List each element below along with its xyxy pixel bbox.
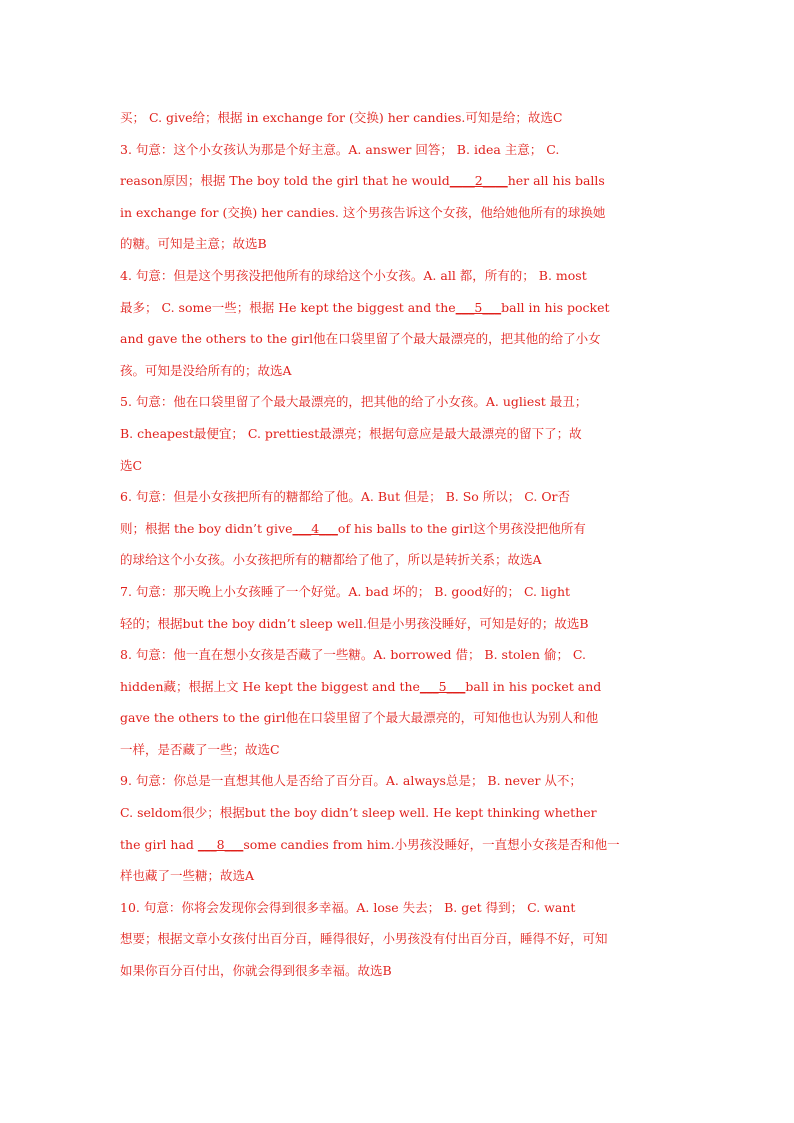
text-segment: 6. 句意：但是小女孩把所有的糖都给了他。A. But 但是； B. So 所以； C. Or否: [120, 489, 571, 505]
text-line: [120, 165, 680, 197]
text-line: [120, 323, 680, 355]
text-segment: 如果你百分百付出，你就会得到很多幸福。故选B: [120, 963, 392, 979]
text-line: [120, 197, 680, 229]
text-line: [120, 228, 680, 260]
text-segment: ball in his pocket and: [465, 678, 602, 694]
text-segment: 孩。可知是没给所有的；故选A: [120, 362, 292, 378]
text-segment: 9. 句意：你总是一直想其他人是否给了百分百。A. always总是； B. never 从不；: [120, 773, 582, 789]
text-segment: 想要；根据文章小女孩付出百分百，睡得很好，小男孩没有付出百分百，睡得不好，可知: [120, 931, 608, 947]
text-line: [120, 292, 680, 324]
text-segment: 轻的；根据but the boy didn’t sleep well.但是小男孩没睡好，可知是好的；故选B: [120, 615, 589, 631]
text-segment: reason原因；根据 The boy told the girl that he would: [120, 173, 450, 189]
text-segment: her all his balls: [507, 173, 605, 189]
text-segment: and gave the others to the girl他在口袋里留了个最大最漂亮的，把其他的给了小女: [120, 331, 601, 347]
text-line: [120, 639, 680, 671]
text-segment: 的球给这个小女孩。小女孩把所有的糖都给了他了，所以是转折关系；故选A: [120, 552, 542, 568]
text-segment: 买； C. give给；根据 in exchange for (交换) her candies.可知是给；故选C: [120, 110, 563, 125]
text-line: [120, 102, 680, 134]
blank-underline: ___4___: [292, 520, 338, 536]
text-line: [120, 955, 680, 987]
text-segment: ball in his pocket: [501, 299, 610, 315]
text-segment: 10. 句意：你将会发现你会得到很多幸福。A. lose 失去； B. get 得到； C. want: [120, 899, 576, 915]
text-segment: 的糖。可知是主意；故选B: [120, 236, 267, 252]
text-line: [120, 386, 680, 418]
text-line: [120, 134, 680, 166]
blank-underline: ___8___: [197, 836, 244, 852]
text-line: [120, 544, 680, 576]
blank-underline: ___5___: [419, 678, 466, 694]
text-segment: 则；根据 the boy didn’t give: [120, 520, 293, 536]
text-segment: 一样，是否藏了一些；故选C: [120, 741, 280, 757]
text-segment: hidden藏；根据上文 He kept the biggest and the: [120, 678, 420, 694]
text-line: [120, 481, 680, 513]
text-line: [120, 797, 680, 829]
text-line: [120, 734, 680, 766]
text-line: [120, 513, 680, 545]
text-segment: gave the others to the girl他在口袋里留了个最大最漂亮的，可知他也认为别人和他: [120, 710, 599, 726]
text-segment: of his balls to the girl这个男孩没把他所有: [337, 520, 586, 536]
text-segment: the girl had: [120, 836, 198, 852]
text-line: [120, 355, 680, 387]
answer-explanations: [120, 102, 680, 987]
text-line: [120, 860, 680, 892]
text-line: [120, 702, 680, 734]
text-line: [120, 576, 680, 608]
text-line: [120, 923, 680, 955]
blank-underline: ___5___: [455, 299, 502, 315]
text-segment: 3. 句意：这个小女孩认为那是个好主意。A. answer 回答； B. idea 主意； C.: [120, 141, 560, 157]
text-segment: 7. 句意：那天晚上小女孩睡了一个好觉。A. bad 坏的； B. good好的； C. light: [120, 583, 571, 599]
text-line: [120, 829, 680, 861]
text-segment: 5. 句意：他在口袋里留了个最大最漂亮的，把其他的给了小女孩。A. ugliest 最丑；: [120, 394, 588, 410]
text-segment: 最多； C. some一些；根据 He kept the biggest and the: [120, 299, 456, 315]
text-segment: some candies from him.小男孩没睡好，一直想小女孩是否和他一: [243, 836, 620, 852]
text-segment: B. cheapest最便宜； C. prettiest最漂亮；根据句意应是最大最漂亮的留下了；故: [120, 425, 582, 441]
text-line: [120, 765, 680, 797]
text-line: [120, 418, 680, 450]
text-segment: in exchange for (交换) her candies. 这个男孩告诉这个女孩，他给她他所有的球换她: [120, 204, 606, 220]
text-segment: 8. 句意：他一直在想小女孩是否藏了一些糖。A. borrowed 借； B. stolen 偷； C.: [120, 647, 587, 663]
text-segment: 样也藏了一些糖；故选A: [120, 868, 255, 884]
text-line: [120, 671, 680, 703]
text-line: [120, 608, 680, 640]
text-segment: 4. 句意：但是这个男孩没把他所有的球给这个小女孩。A. all 都，所有的； B. most: [120, 267, 587, 283]
text-segment: 选C: [120, 457, 143, 473]
blank-underline: ____2____: [449, 173, 508, 189]
text-line: [120, 892, 680, 924]
text-segment: C. seldom很少；根据but the boy didn’t sleep well. He kept thinking whether: [120, 805, 597, 821]
text-line: [120, 450, 680, 482]
text-line: [120, 260, 680, 292]
